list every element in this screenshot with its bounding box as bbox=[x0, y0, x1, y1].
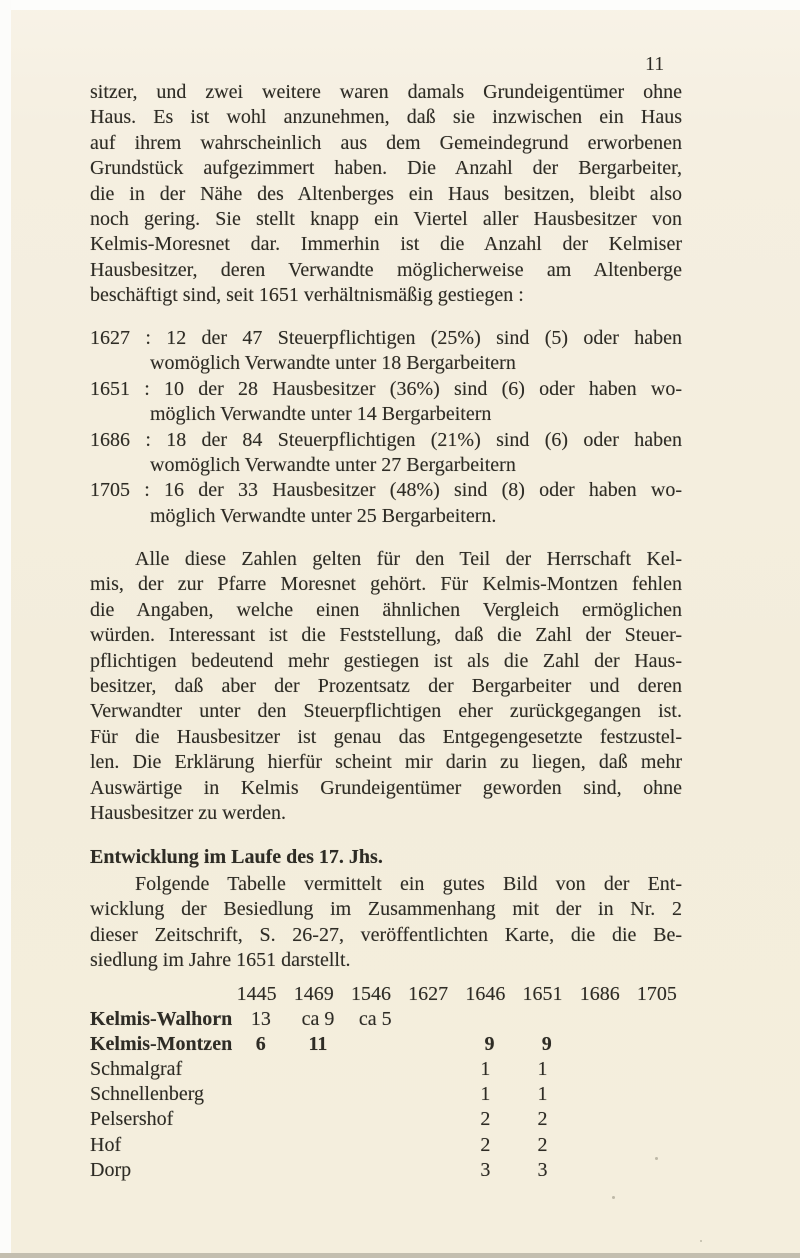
table-row bbox=[90, 1032, 682, 1057]
text-line: len. Die Erklärung hierfür scheint mir darin zu liegen, daß mehr bbox=[90, 751, 682, 774]
table-value bbox=[628, 1082, 685, 1107]
table-value bbox=[400, 1133, 457, 1158]
table-value bbox=[518, 1007, 575, 1032]
table-value bbox=[347, 1032, 404, 1057]
table-value bbox=[400, 1158, 457, 1183]
table-value bbox=[571, 1133, 628, 1158]
row-label: Dorp bbox=[90, 1158, 132, 1181]
table-value bbox=[628, 1057, 685, 1082]
table-value bbox=[628, 1107, 685, 1132]
table-value bbox=[461, 1007, 518, 1032]
text-line: siedlung im Jahre 1651 darstellt. bbox=[90, 949, 351, 972]
table-value bbox=[285, 1057, 342, 1082]
text-line: pflichtigen bedeutend mehr gestiegen ist als die Zahl der Haus- bbox=[90, 649, 682, 672]
row-label: Kelmis-Walhorn bbox=[90, 1008, 233, 1031]
table-value: 1 bbox=[480, 1058, 491, 1081]
paragraph-table-intro bbox=[90, 872, 682, 974]
table-value bbox=[285, 1107, 342, 1132]
table-value bbox=[342, 1133, 399, 1158]
text-line: Auswärtige in Kelmis Grundeigentümer geworden sind, ohne bbox=[90, 776, 682, 799]
table-value: ca 9 bbox=[301, 1008, 335, 1031]
table-value: 1 bbox=[537, 1058, 548, 1081]
table-value: 11 bbox=[308, 1033, 328, 1056]
table-value bbox=[400, 1082, 457, 1107]
text-line: wicklung der Besiedlung im Zusammenhang mit der in Nr. 2 bbox=[90, 898, 682, 921]
section-heading-block bbox=[90, 845, 682, 870]
table-value: 2 bbox=[480, 1133, 491, 1156]
paragraph-intro bbox=[90, 80, 682, 309]
table-value: 9 bbox=[484, 1033, 495, 1056]
row-label: Schmalgraf bbox=[90, 1058, 183, 1081]
text-line: Für die Hausbesitzer ist genau das Entgegengesetzte festzustel- bbox=[90, 725, 682, 748]
text-line: würden. Interessant ist die Feststellung, daß die Zahl der Steuer- bbox=[90, 624, 682, 647]
section-heading: Entwicklung im Laufe des 17. Jhs. bbox=[90, 846, 383, 868]
year-statistics-list bbox=[90, 326, 682, 529]
text-line: die in der Nähe des Altenberges ein Haus besitzen, bleibt also bbox=[90, 182, 682, 205]
table-value bbox=[342, 1082, 399, 1107]
text-line: noch gering. Sie stellt knapp ein Viertel aller Hausbesitzer von bbox=[90, 207, 682, 230]
table-header-row bbox=[90, 982, 682, 1007]
text-line: Verwandter unter den Steuerpflichtigen eher zurückgegangen ist. bbox=[90, 700, 682, 723]
table-row bbox=[90, 1082, 682, 1107]
table-value: 1 bbox=[480, 1083, 491, 1106]
table-value bbox=[228, 1133, 285, 1158]
text-line: möglich Verwandte unter 25 Bergarbeitern. bbox=[150, 504, 497, 527]
table-value bbox=[228, 1057, 285, 1082]
table-row bbox=[90, 1007, 682, 1032]
table-value: 1 bbox=[537, 1083, 548, 1106]
table-value bbox=[228, 1158, 285, 1183]
text-line: Grundstück aufgezimmert haben. Die Anzahl der Bergarbeiter, bbox=[90, 157, 682, 180]
table-value bbox=[228, 1107, 285, 1132]
text-line: Hausbesitzer zu werden. bbox=[90, 801, 287, 824]
row-label: Schnellenberg bbox=[90, 1083, 205, 1106]
table-value: 6 bbox=[255, 1033, 266, 1056]
table-value: 3 bbox=[480, 1158, 491, 1181]
table-row bbox=[90, 1107, 682, 1132]
year-header: 1705 bbox=[636, 983, 677, 1005]
text-line: Alle diese Zahlen gelten für den Teil der Herrschaft Kel- bbox=[135, 548, 682, 570]
year-list-item bbox=[90, 478, 682, 529]
text-line: 1627 : 12 der 47 Steuerpflichtigen (25%) sind (5) oder haben bbox=[90, 327, 682, 349]
table-value: ca 5 bbox=[358, 1008, 392, 1031]
table-value bbox=[571, 1158, 628, 1183]
table-row bbox=[90, 1057, 682, 1082]
table-value bbox=[342, 1107, 399, 1132]
row-label: Pelsershof bbox=[90, 1108, 174, 1131]
year-header: 1651 bbox=[522, 983, 563, 1005]
table-header-spacer bbox=[90, 982, 228, 1007]
text-line: womöglich Verwandte unter 27 Bergarbeitern bbox=[150, 453, 516, 476]
text-line: 1686 : 18 der 84 Steuerpflichtigen (21%) sind (6) oder haben bbox=[90, 428, 682, 451]
year-header: 1445 bbox=[236, 983, 277, 1005]
text-line: Folgende Tabelle vermittelt ein gutes Bild von der Ent- bbox=[135, 873, 682, 895]
table-value bbox=[400, 1057, 457, 1082]
scan-edge-left bbox=[0, 0, 11, 1258]
year-list-item bbox=[90, 428, 682, 479]
text-line: 1705 : 16 der 33 Hausbesitzer (48%) sind (8) oder haben wo- bbox=[90, 479, 682, 502]
text-line: 1651 : 10 der 28 Hausbesitzer (36%) sind (6) oder haben wo- bbox=[90, 377, 682, 400]
table-value bbox=[571, 1057, 628, 1082]
year-header: 1469 bbox=[293, 983, 334, 1005]
table-value: 2 bbox=[480, 1108, 491, 1131]
text-line: Haus. Es ist wohl anzunehmen, daß sie inzwischen ein Haus bbox=[90, 106, 682, 129]
table-value: 3 bbox=[537, 1158, 548, 1181]
table-value bbox=[285, 1158, 342, 1183]
text-line: womöglich Verwandte unter 18 Bergarbeitern bbox=[150, 352, 516, 375]
table-value bbox=[575, 1032, 632, 1057]
table-value bbox=[400, 1107, 457, 1132]
year-list-item bbox=[90, 377, 682, 428]
year-header: 1627 bbox=[408, 983, 449, 1005]
text-line: sitzer, und zwei weitere waren damals Grundeigentümer ohne bbox=[90, 81, 682, 103]
row-label: Hof bbox=[90, 1133, 122, 1156]
text-line: die Angaben, welche einen ähnlichen Vergleich ermöglichen bbox=[90, 598, 682, 621]
table-value: 9 bbox=[541, 1033, 552, 1056]
table-value bbox=[285, 1133, 342, 1158]
paper-speck bbox=[700, 1240, 702, 1242]
table-value: 13 bbox=[250, 1008, 271, 1031]
table-value: 2 bbox=[537, 1108, 548, 1131]
text-line: Kelmis-Moresnet dar. Immerhin ist die Anzahl der Kelmiser bbox=[90, 233, 682, 256]
row-label: Kelmis-Montzen bbox=[90, 1033, 233, 1056]
text-line: mis, der zur Pfarre Moresnet gehört. Für Kelmis-Montzen fehlen bbox=[90, 573, 682, 596]
table-value bbox=[571, 1082, 628, 1107]
text-line: auf ihrem wahrscheinlich aus dem Gemeindegrund erworbenen bbox=[90, 131, 682, 154]
table-row bbox=[90, 1158, 682, 1183]
text-line: Hausbesitzer, deren Verwandte möglicherweise am Altenberge bbox=[90, 258, 682, 281]
table-value bbox=[342, 1158, 399, 1183]
table-value bbox=[633, 1007, 690, 1032]
paragraph-analysis bbox=[90, 547, 682, 826]
table-value bbox=[575, 1007, 632, 1032]
text-line: dieser Zeitschrift, S. 26-27, veröffentlichten Karte, die die Be- bbox=[90, 923, 682, 946]
table-value bbox=[228, 1082, 285, 1107]
text-column bbox=[90, 0, 682, 1258]
table-row bbox=[90, 1133, 682, 1158]
table-value bbox=[404, 1007, 461, 1032]
table-value bbox=[285, 1082, 342, 1107]
table-value bbox=[628, 1158, 685, 1183]
settlement-table bbox=[90, 982, 682, 1183]
table-value bbox=[633, 1032, 690, 1057]
table-value bbox=[404, 1032, 461, 1057]
year-header: 1546 bbox=[350, 983, 391, 1005]
table-value bbox=[342, 1057, 399, 1082]
table-value: 2 bbox=[537, 1133, 548, 1156]
year-header: 1646 bbox=[465, 983, 506, 1005]
year-header: 1686 bbox=[579, 983, 620, 1005]
page-number: 11 bbox=[645, 53, 665, 75]
text-line: möglich Verwandte unter 14 Bergarbeitern bbox=[150, 403, 492, 426]
table-value bbox=[571, 1107, 628, 1132]
year-list-item bbox=[90, 326, 682, 377]
text-line: beschäftigt sind, seit 1651 verhältnismäßig gestiegen : bbox=[90, 284, 524, 307]
table-value bbox=[628, 1133, 685, 1158]
text-line: besitzer, daß aber der Prozentsatz der Bergarbeiter und deren bbox=[90, 674, 682, 697]
